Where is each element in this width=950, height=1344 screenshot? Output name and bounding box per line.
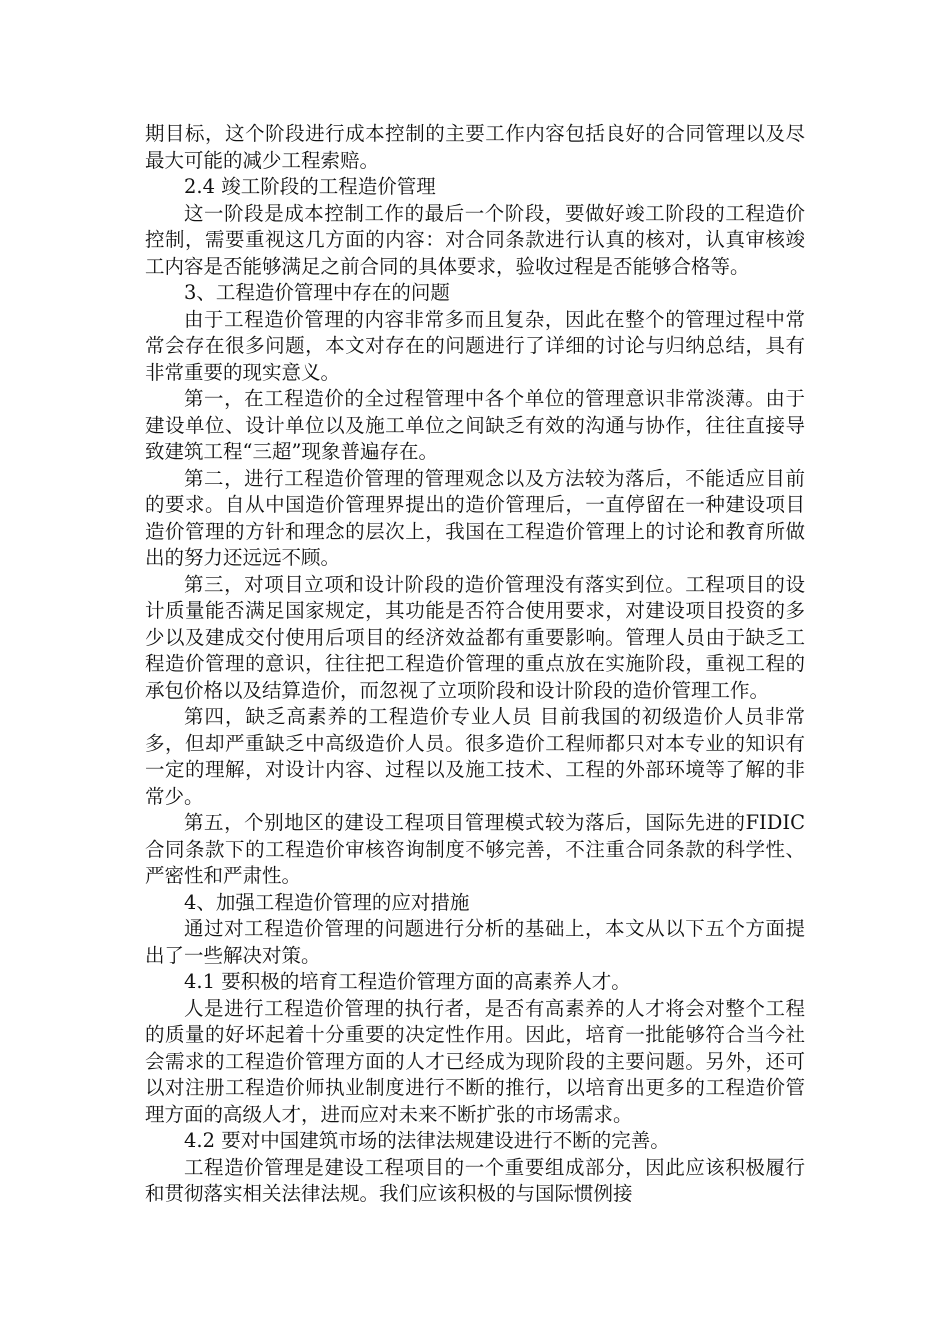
section-heading-3: 3、工程造价管理中存在的问题 <box>184 281 450 304</box>
section-heading-4-2: 4.2 要对中国建筑市场的法律法规建设进行不断的完善。 <box>184 1129 670 1152</box>
paragraph-continuation: 期目标，这个阶段进行成本控制的主要工作内容包括良好的合同管理以及尽最大可能的减少工程索赔。 <box>145 122 805 172</box>
paragraph: 第三，对项目立项和设计阶段的造价管理没有落实到位。工程项目的设计质量能否满足国家规定，其功能是否符合使用要求，对建设项目投资的多少以及建成交付使用后项目的经济效益都有重要影响。管理人员由于缺乏工程造价管理的意识，往往把工程造价管理的重点放在实施阶段，重视工程的承包价格以及结算造价，而忽视了立项阶段和设计阶段的造价管理工作。 <box>145 572 805 702</box>
section-heading-4-1: 4.1 要积极的培育工程造价管理方面的高素养人才。 <box>184 970 631 993</box>
paragraph: 第二，进行工程造价管理的管理观念以及方法较为落后，不能适应目前的要求。自从中国造价管理界提出的造价管理后，一直停留在一种建设项目造价管理的方针和理念的层次上，我国在工程造价管理上的讨论和教育所做出的努力还远远不顾。 <box>145 466 805 569</box>
paragraph: 通过对工程造价管理的问题进行分析的基础上，本文从以下五个方面提出了一些解决对策。 <box>145 917 805 967</box>
paragraph: 这一阶段是成本控制工作的最后一个阶段，要做好竣工阶段的工程造价控制，需要重视这几方面的内容：对合同条款进行认真的核对，认真审核竣工内容是否能够满足之前合同的具体要求，验收过程是否能够合格等。 <box>145 201 805 278</box>
paragraph: 第五，个别地区的建设工程项目管理模式较为落后，国际先进的FIDIC 合同条款下的工程造价审核咨询制度不够完善，不注重合同条款的科学性、严密性和严肃性。 <box>145 811 805 887</box>
paragraph: 工程造价管理是建设工程项目的一个重要组成部分，因此应该积极履行和贯彻落实相关法律法规。我们应该积极的与国际惯例接 <box>145 1155 805 1205</box>
paragraph: 第四，缺乏高素养的工程造价专业人员 目前我国的初级造价人员非常多，但却严重缺乏中高级造价人员。很多造价工程师都只对本专业的知识有一定的理解，对设计内容、过程以及施工技术、工程的外部环境等了解的非常少。 <box>145 705 805 808</box>
paragraph: 人是进行工程造价管理的执行者，是否有高素养的人才将会对整个工程的质量的好坏起着十分重要的决定性作用。因此，培育一批能够符合当今社会需求的工程造价管理方面的人才已经成为现阶段的主要问题。另外，还可以对注册工程造价师执业制度进行不断的推行，以培育出更多的工程造价管理方面的高级人才，进而应对未来不断扩张的市场需求。 <box>145 996 805 1126</box>
section-heading-4: 4、加强工程造价管理的应对措施 <box>184 890 470 914</box>
paragraph: 第一，在工程造价的全过程管理中各个单位的管理意识非常淡薄。由于建设单位、设计单位以及施工单位之间缺乏有效的沟通与协作，往往直接导致建筑工程“三超”现象普遍存在。 <box>145 387 805 463</box>
paragraph: 由于工程造价管理的内容非常多而且复杂，因此在整个的管理过程中常常会存在很多问题，本文对存在的问题进行了详细的讨论与归纳总结，具有非常重要的现实意义。 <box>145 307 805 384</box>
document-page <box>145 121 805 1208</box>
section-heading-2-4: 2.4 竣工阶段的工程造价管理 <box>184 175 436 198</box>
